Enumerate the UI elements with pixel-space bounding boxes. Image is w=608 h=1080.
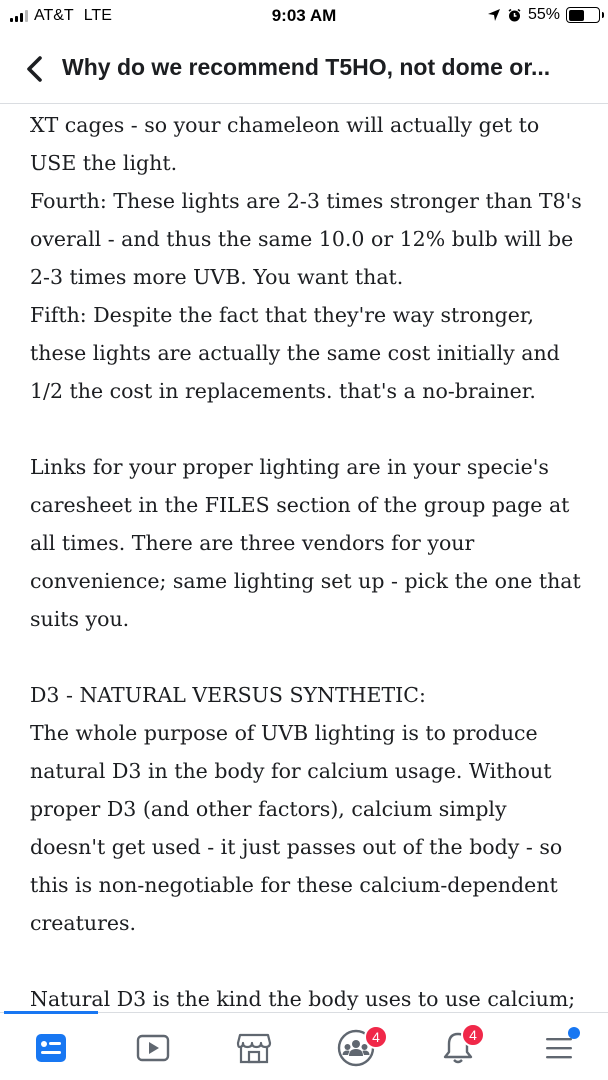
article-line: 1/2 the cost in replacements. that's a no-brainer. [30,379,536,403]
active-tab-indicator [4,1011,98,1014]
status-bar [0,0,608,34]
news-feed-icon [35,1033,67,1063]
status-time: 9:03 AM [271,6,337,25]
watch-video-icon [136,1033,170,1063]
groups-badge: 4 [364,1025,388,1049]
marketplace-icon [236,1032,272,1064]
article-line: natural D3 in the body for calcium usage. Without [30,759,552,783]
article-line: proper D3 (and other factors), calcium simply [30,797,507,821]
paragraph-spacer [30,942,590,980]
article-line: Fifth: Despite the fact that they're way stronger, [30,303,534,327]
status-left [10,7,112,25]
carrier-name: AT&T [34,7,74,24]
location-arrow-icon [487,8,501,22]
battery-percent: 55% [527,6,560,23]
article-line: this is non-negotiable for these calcium-dependent [30,873,558,897]
article-line: USE the light. [30,151,178,175]
article-line: these lights are actually the same cost initially and [30,341,560,365]
article-line: suits you. [30,607,130,631]
article-line: caresheet in the FILES section of the group page at [30,493,570,517]
article-line: The whole purpose of UVB lighting is to produce [30,721,538,745]
article-line: convenience; same lighting set up - pick the one that [30,569,581,593]
back-button[interactable] [20,54,48,84]
page-title: Why do we recommend T5HO, not dome or... [62,54,551,80]
article-line: all times. There are three vendors for your [30,531,475,555]
tab-watch[interactable] [130,1025,176,1071]
article-line: XT cages - so your chameleon will actually get to [30,113,540,137]
alarm-clock-icon [507,8,522,23]
tab-marketplace[interactable] [231,1025,277,1071]
chevron-left-icon [25,55,43,83]
bottom-tab-bar [0,1012,608,1080]
notifications-badge: 4 [461,1023,485,1047]
signal-strength-icon [10,10,28,22]
paragraph-spacer [30,410,590,448]
article-body [30,106,590,1010]
article-line: Fourth: These lights are 2-3 times stronger than T8's [30,189,582,213]
paragraph-spacer [30,638,590,676]
article-line: overall - and thus the same 10.0 or 12% bulb will be [30,227,574,251]
article-line: Natural D3 is the kind the body uses to use calcium; [30,987,576,1010]
article-line: 2-3 times more UVB. You want that. [30,265,404,289]
battery-icon [566,7,600,23]
status-right [487,6,600,24]
article-line: creatures. [30,911,137,935]
article-line: doesn't get used - it just passes out of the body - so [30,835,563,859]
nav-bar [0,34,608,104]
menu-notification-dot [568,1027,580,1039]
tab-news-feed[interactable] [28,1025,74,1071]
article-line: Links for your proper lighting are in your specie's [30,455,549,479]
article-line: D3 - NATURAL VERSUS SYNTHETIC: [30,683,426,707]
network-type: LTE [83,7,112,24]
